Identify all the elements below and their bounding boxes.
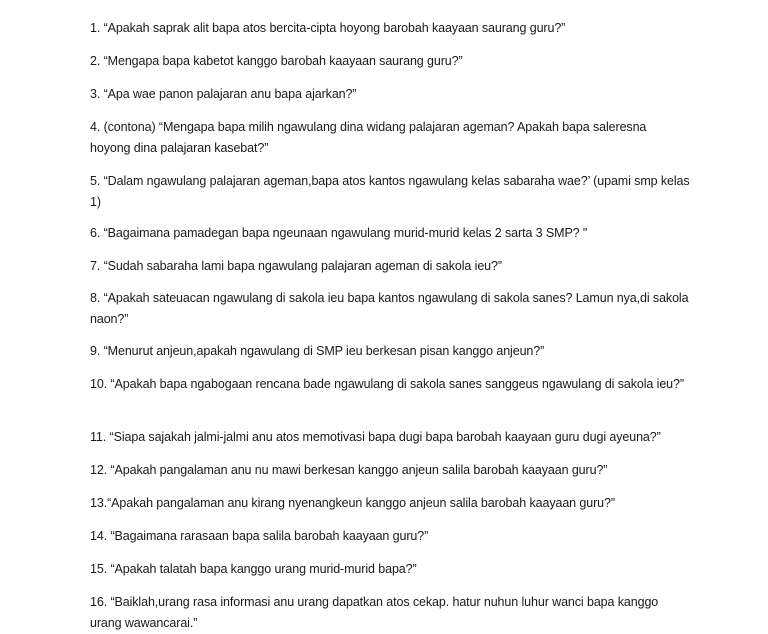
question-2: 2. “Mengapa bapa kabetot kanggo barobah kaayaan saurang guru?” (90, 54, 463, 68)
question-7: 7. “Sudah sabaraha lami bapa ngawulang palajaran ageman di sakola ieu?” (90, 259, 502, 273)
question-1: 1. “Apakah saprak alit bapa atos bercita-cipta hoyong barobah kaayaan saurang guru?” (90, 21, 566, 35)
question-4: 4. (contona) “Mengapa bapa milih ngawulang dina widang palajaran ageman? Apakah bapa saleresna hoyong dina palajaran kasebat?” (90, 120, 647, 155)
question-11: 11. “Siapa sajakah jalmi-jalmi anu atos memotivasi bapa dugi bapa barobah kaayaan guru dugi ayeuna?” (90, 430, 661, 444)
question-12: 12. “Apakah pangalaman anu nu mawi berkesan kanggo anjeun salila barobah kaayaan guru?” (90, 463, 608, 477)
question-13: 13.“Apakah pangalaman anu kirang nyenangkeun kanggo anjeun salila barobah kaayaan guru?” (90, 496, 615, 510)
question-10: 10. “Apakah bapa ngabogaan rencana bade ngawulang di sakola sanes sanggeus ngawulang di sakola ieu?” (90, 377, 684, 391)
question-6: 6. “Bagaimana pamadegan bapa ngeunaan ngawulang murid-murid kelas 2 sarta 3 SMP? " (90, 226, 588, 240)
question-8: 8. “Apakah sateuacan ngawulang di sakola ieu bapa kantos ngawulang di sakola sanes? Lamun nya,di sakola naon?” (90, 291, 689, 326)
question-3: 3. “Apa wae panon palajaran anu bapa ajarkan?” (90, 87, 357, 101)
question-15: 15. “Apakah talatah bapa kanggo urang murid-murid bapa?” (90, 562, 417, 576)
question-16: 16. “Baiklah,urang rasa informasi anu urang dapatkan atos cekap. hatur nuhun luhur wanci bapa kanggo urang wawancarai.” (90, 595, 659, 630)
question-5: 5. “Dalam ngawulang palajaran ageman,bapa atos kantos ngawulang kelas sabaraha wae?’ (upami smp kelas 1) (90, 174, 690, 209)
question-9: 9. “Menurut anjeun,apakah ngawulang di SMP ieu berkesan pisan kanggo anjeun?” (90, 344, 545, 358)
question-14: 14. “Bagaimana rarasaan bapa salila barobah kaayaan guru?” (90, 529, 429, 543)
